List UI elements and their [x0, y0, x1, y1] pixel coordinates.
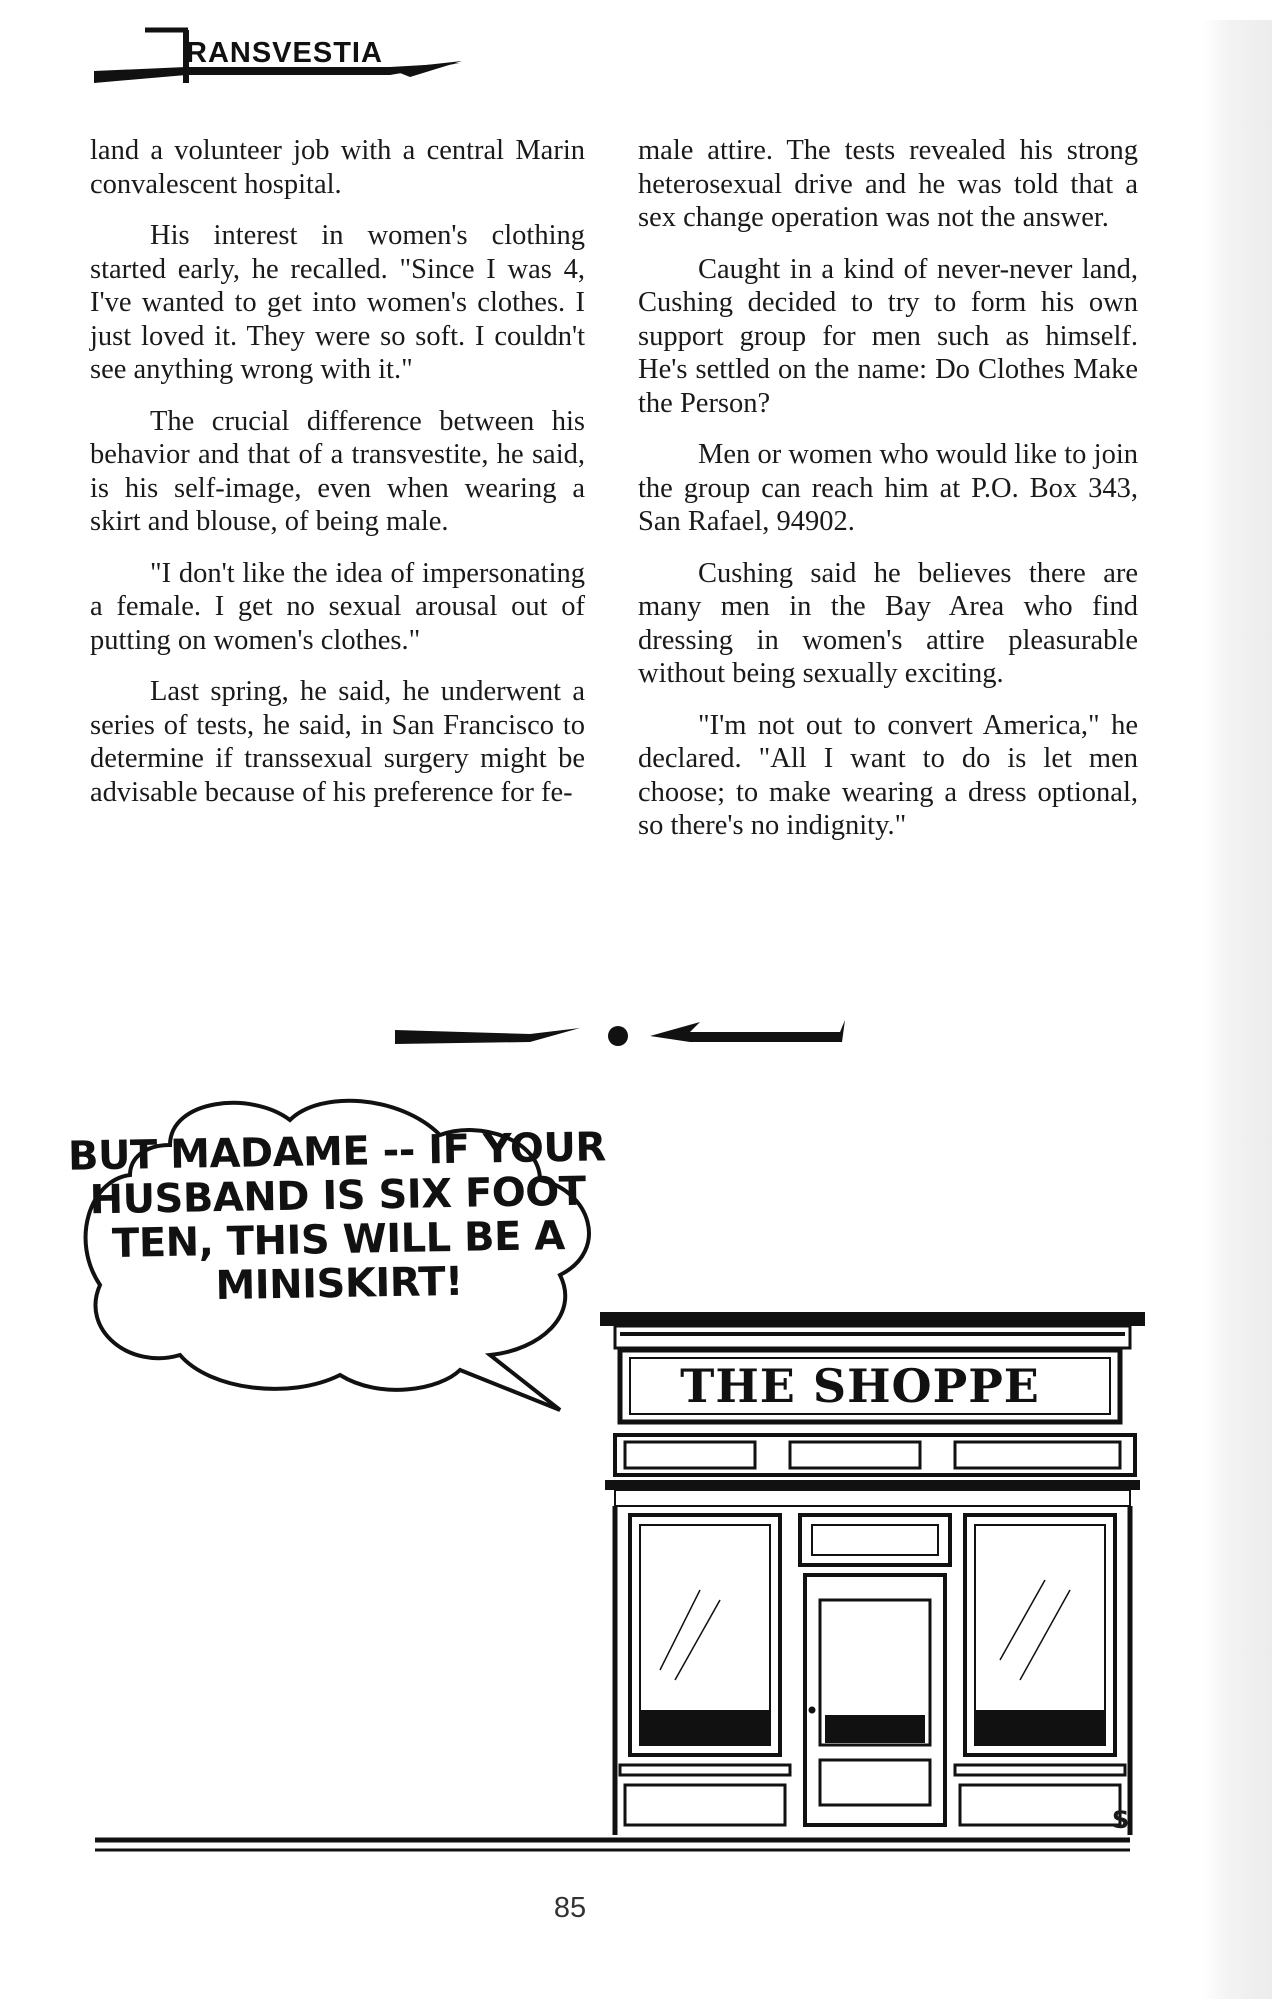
speech-balloon-text: BUT MADAME -- IF YOUR HUSBAND IS SIX FOOT TEN, THIS WILL BE A MINISKIRT! — [67, 1124, 607, 1310]
masthead-title: RANSVESTIA — [186, 37, 383, 69]
masthead — [90, 25, 470, 95]
article-right-column — [638, 134, 1138, 861]
article-paragraph: land a volunteer job with a central Marin convalescent hospital. — [90, 135, 585, 200]
page-edge-shadow — [1202, 20, 1272, 1999]
article-paragraph: His interest in women's clothing started early, he recalled. "Since I was 4, I've wanted to get into women's clothes. I just loved it. They were so soft. I couldn't see anything wrong with it." — [90, 220, 585, 385]
article-paragraph: male attire. The tests revealed his strong heterosexual drive and he was told that a sex change operation was not the answer. — [638, 135, 1138, 233]
shop-sign-text: THE SHOPPE — [680, 1359, 1040, 1413]
article-paragraph: "I'm not out to convert America," he declared. "All I want to do is let men choose; to make wearing a dress optional, so there's no indignity." — [638, 709, 1138, 841]
article-paragraph: "I don't like the idea of impersonating a female. I get no sexual arousal out of putting on women's clothes." — [90, 557, 585, 656]
article-paragraph: Last spring, he said, he underwent a series of tests, he said, in San Francisco to determine if transsexual surgery might be advisable because of his preference for fe- — [90, 676, 585, 808]
artist-signature: S — [1112, 1806, 1130, 1834]
article-paragraph: Men or women who would like to join the group can reach him at P.O. Box 343, San Rafael, 94902. — [638, 439, 1138, 537]
article-paragraph: Cushing said he believes there are many men in the Bay Area who find dressing in women's attire pleasurable without being sexually exciting. — [638, 557, 1138, 689]
article-paragraph: The crucial difference between his behavior and that of a transvestite, he said, is his self-image, even when wearing a skirt and blouse, of being male. — [90, 405, 585, 537]
article-left-column — [90, 134, 585, 827]
article-paragraph: Caught in a kind of never-never land, Cushing decided to try to form his own support group for men such as himself. He's settled on the name: Do Clothes Make the Person? — [638, 253, 1138, 419]
page-number: 85 — [553, 1892, 587, 1924]
section-divider-icon — [390, 1010, 850, 1060]
